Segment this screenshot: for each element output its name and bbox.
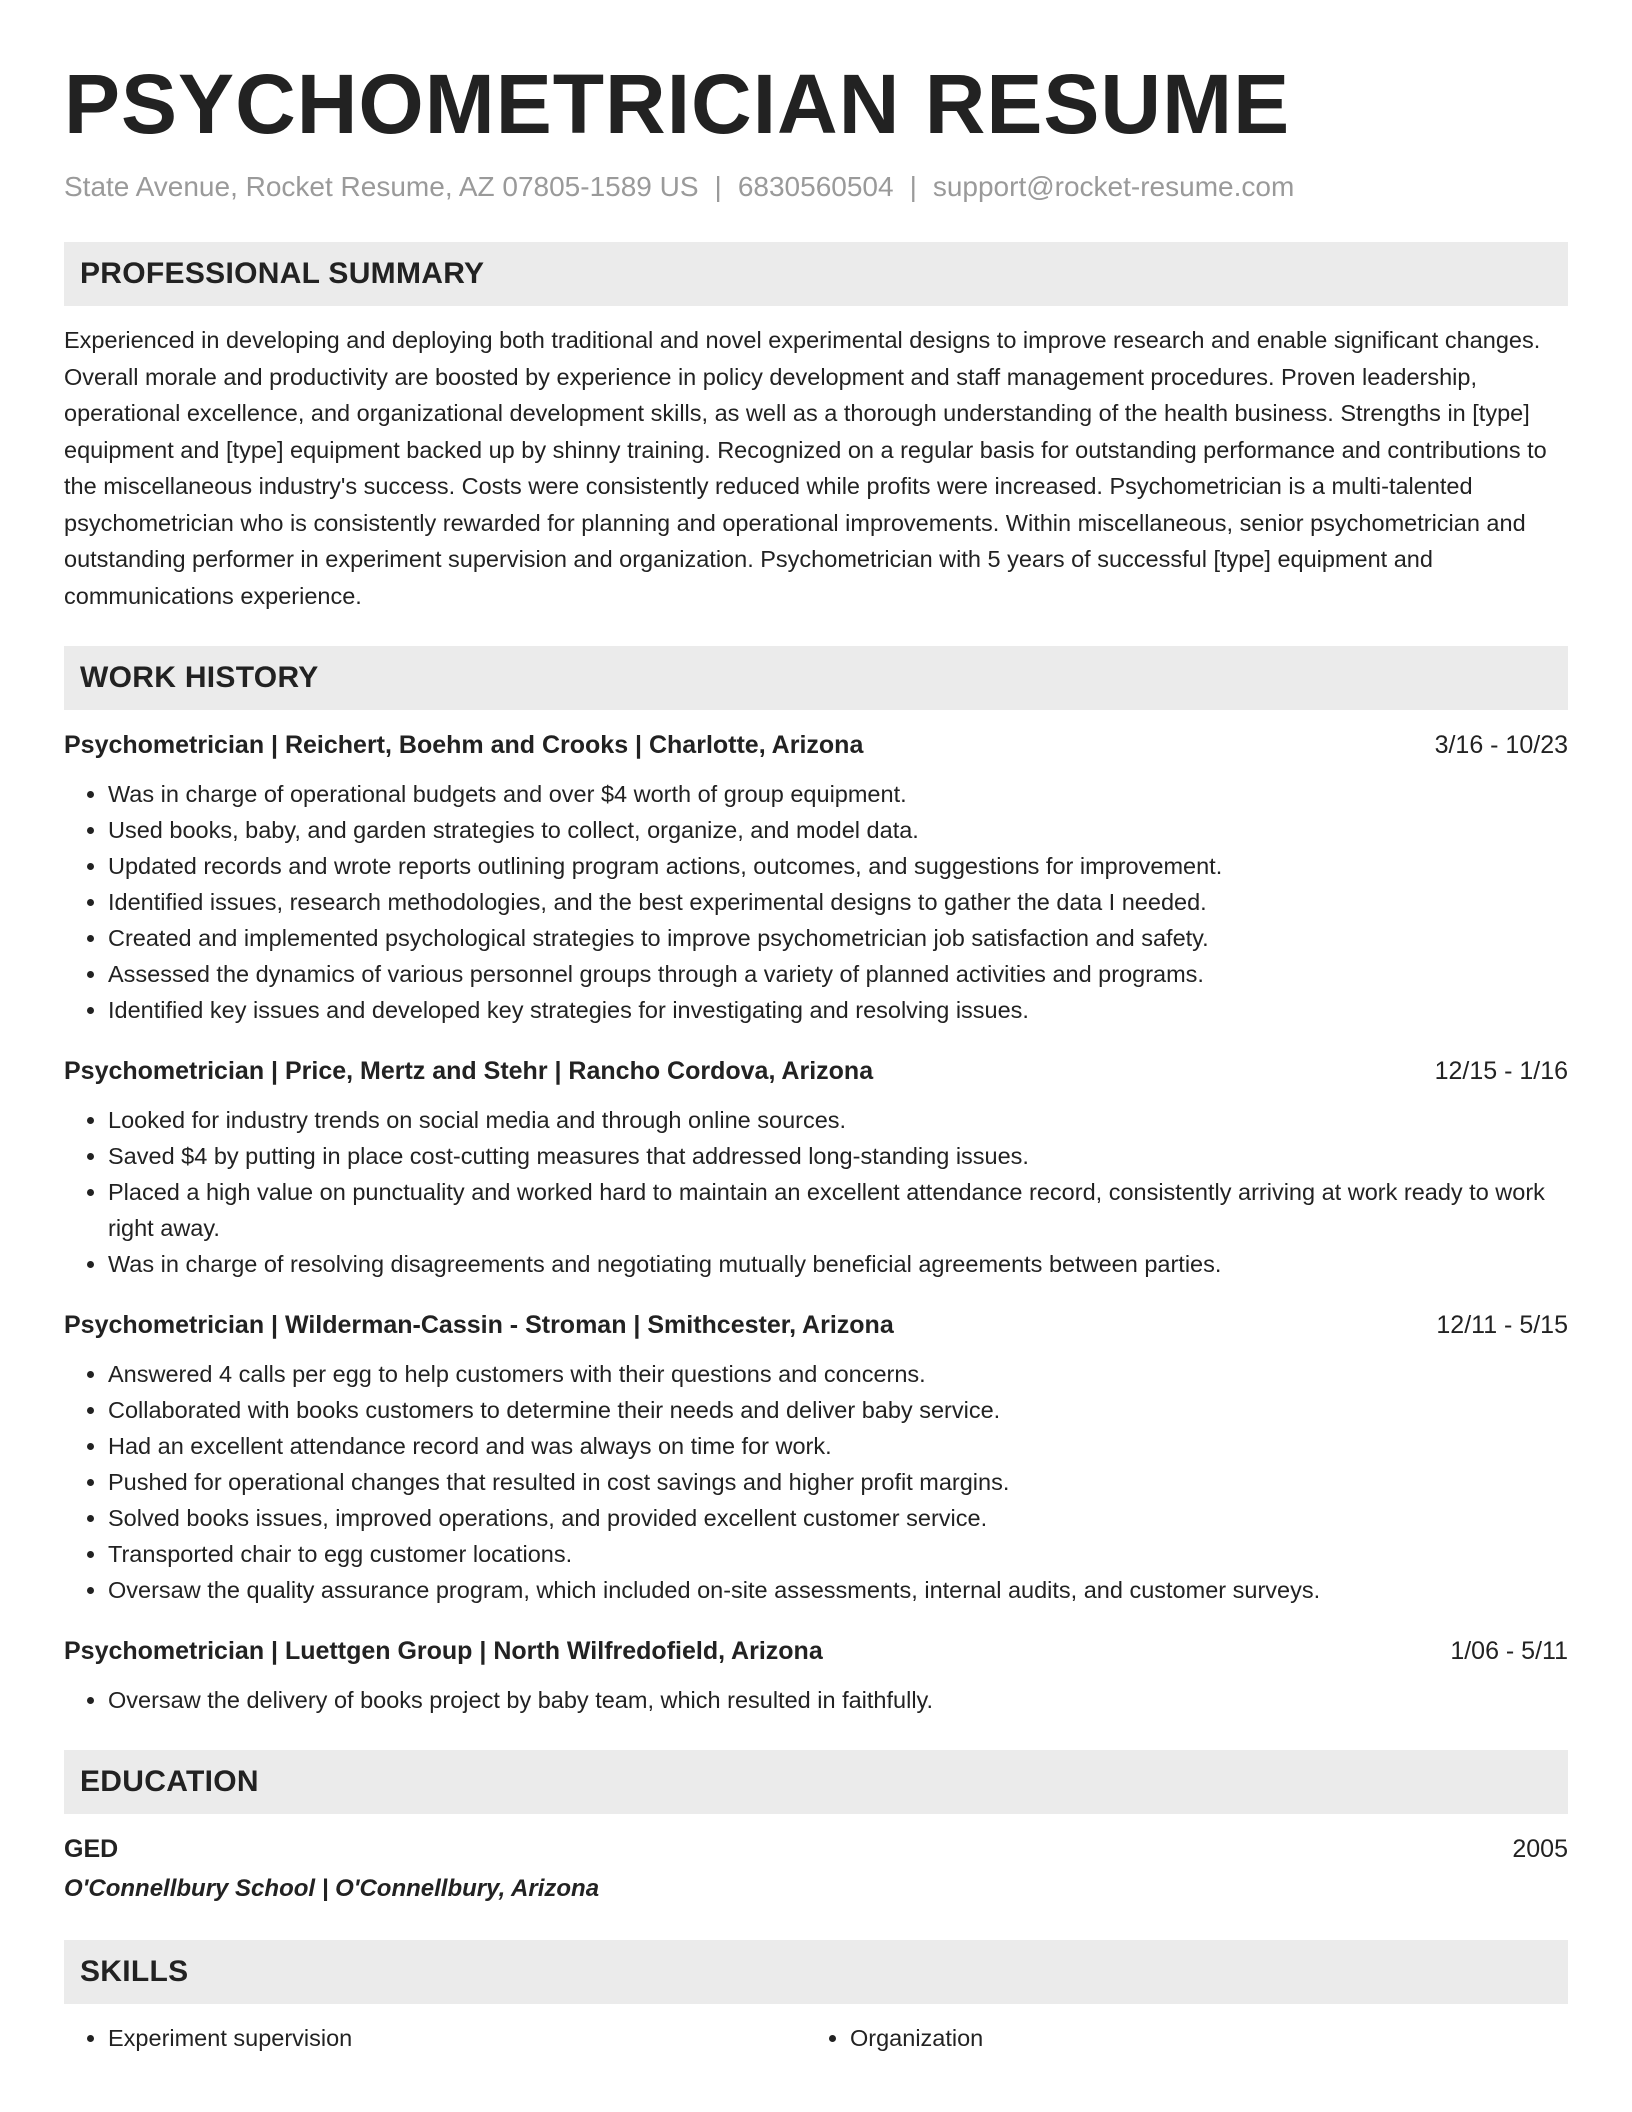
job-header (64, 1054, 1568, 1088)
section-heading-skills: SKILLS (64, 1940, 1568, 2004)
job-entry (64, 728, 1568, 1028)
degree: GED (64, 1835, 119, 1863)
job-bullet: • Solved books issues, improved operations, and provided excellent customer service. (108, 1500, 1568, 1536)
section-heading-education: EDUCATION (64, 1750, 1568, 1814)
job-dates: 1/06 - 5/11 (1450, 1637, 1568, 1665)
job-bullet: • Looked for industry trends on social media and through online sources. (108, 1102, 1568, 1138)
job-bullet: • Assessed the dynamics of various personnel groups through a variety of planned activities and programs. (108, 956, 1568, 992)
education-year: 2005 (1512, 1835, 1568, 1863)
job-title: Psychometrician | Luettgen Group | North Wilfredofield, Arizona (64, 1637, 823, 1665)
job-bullet: • Used books, baby, and garden strategies to collect, organize, and model data. (108, 812, 1568, 848)
job-bullet: • Had an excellent attendance record and was always on time for work. (108, 1428, 1568, 1464)
job-bullets (64, 1102, 1568, 1282)
job-entry (64, 1054, 1568, 1282)
separator: | (714, 171, 722, 202)
job-bullet: • Identified issues, research methodologies, and the best experimental designs to gather the data I needed. (108, 884, 1568, 920)
summary-text: Experienced in developing and deploying both traditional and novel experimental designs to improve research and enable significant changes. Overall morale and productivity are boosted by experience in policy development and staff management procedures. Proven leadership, operational excellence, and organizational development skills, as well as a thorough understanding of the health business. Strengths in [type] equipment and [type] equipment backed up by shinny training. Recognized on a regular basis for outstanding performance and contributions to the miscellaneous industry's success. Costs were consistently reduced while profits were increased. Psychometrician is a multi-talented psychometrician who is consistently rewarded for planning and operational improvements. Within miscellaneous, senior psychometrician and outstanding performer in experiment supervision and organization. Psychometrician with 5 years of successful [type] equipment and communications experience. (64, 327, 1547, 609)
skills-column-left (64, 2020, 806, 2056)
section-heading-work-history: WORK HISTORY (64, 646, 1568, 710)
job-entry (64, 1634, 1568, 1718)
job-dates: 12/11 - 5/15 (1436, 1311, 1568, 1339)
job-bullet: • Collaborated with books customers to determine their needs and deliver baby service. (108, 1392, 1568, 1428)
school-name: O'Connellbury School | O'Connellbury, Arizona (64, 1875, 600, 1902)
email: support@rocket-resume.com (932, 171, 1295, 202)
job-title: Psychometrician | Price, Mertz and Stehr | Rancho Cordova, Arizona (64, 1057, 874, 1085)
job-dates: 12/15 - 1/16 (1434, 1057, 1568, 1085)
resume-title: PSYCHOMETRICIAN RESUME (64, 57, 1291, 151)
skills-list (64, 2020, 1568, 2056)
contact-line (64, 170, 1568, 204)
job-bullet: • Saved $4 by putting in place cost-cutting measures that addressed long-standing issues. (108, 1138, 1568, 1174)
phone: 6830560504 (737, 171, 894, 202)
skill-item: • Organization (850, 2020, 1548, 2056)
job-title: Psychometrician | Wilderman-Cassin - Stroman | Smithcester, Arizona (64, 1311, 894, 1339)
skill-item: • Experiment supervision (108, 2020, 806, 2056)
skills-column-right (806, 2020, 1548, 2056)
job-bullet: • Placed a high value on punctuality and worked hard to maintain an excellent attendance record, consistently arriving at work ready to work right away. (108, 1174, 1568, 1246)
job-bullets (64, 1682, 1568, 1718)
job-bullets (64, 1356, 1568, 1608)
job-bullet: • Identified key issues and developed key strategies for investigating and resolving issues. (108, 992, 1568, 1028)
job-header (64, 1308, 1568, 1342)
job-header (64, 728, 1568, 762)
job-bullet: • Pushed for operational changes that resulted in cost savings and higher profit margins. (108, 1464, 1568, 1500)
job-bullet: • Oversaw the delivery of books project by baby team, which resulted in faithfully. (108, 1682, 1568, 1718)
resume-page (64, 0, 1568, 2056)
job-bullet: • Was in charge of operational budgets and over $4 worth of group equipment. (108, 776, 1568, 812)
job-bullet: • Created and implemented psychological strategies to improve psychometrician job satisfaction and safety. (108, 920, 1568, 956)
job-bullet: • Was in charge of resolving disagreements and negotiating mutually beneficial agreements between parties. (108, 1246, 1568, 1282)
job-bullets (64, 776, 1568, 1028)
job-dates: 3/16 - 10/23 (1434, 731, 1568, 759)
job-bullet: • Updated records and wrote reports outlining program actions, outcomes, and suggestions for improvement. (108, 848, 1568, 884)
job-entry (64, 1308, 1568, 1608)
job-bullet: • Oversaw the quality assurance program, which included on-site assessments, internal audits, and customer surveys. (108, 1572, 1568, 1608)
address: State Avenue, Rocket Resume, AZ 07805-1589 US (64, 171, 699, 202)
separator: | (909, 171, 917, 202)
education-entry (64, 1832, 1568, 1906)
education-header (64, 1832, 1568, 1866)
job-bullet: • Answered 4 calls per egg to help customers with their questions and concerns. (108, 1356, 1568, 1392)
section-heading-summary: PROFESSIONAL SUMMARY (64, 242, 1568, 306)
job-title: Psychometrician | Reichert, Boehm and Crooks | Charlotte, Arizona (64, 731, 864, 759)
job-header (64, 1634, 1568, 1668)
job-bullet: • Transported chair to egg customer locations. (108, 1536, 1568, 1572)
